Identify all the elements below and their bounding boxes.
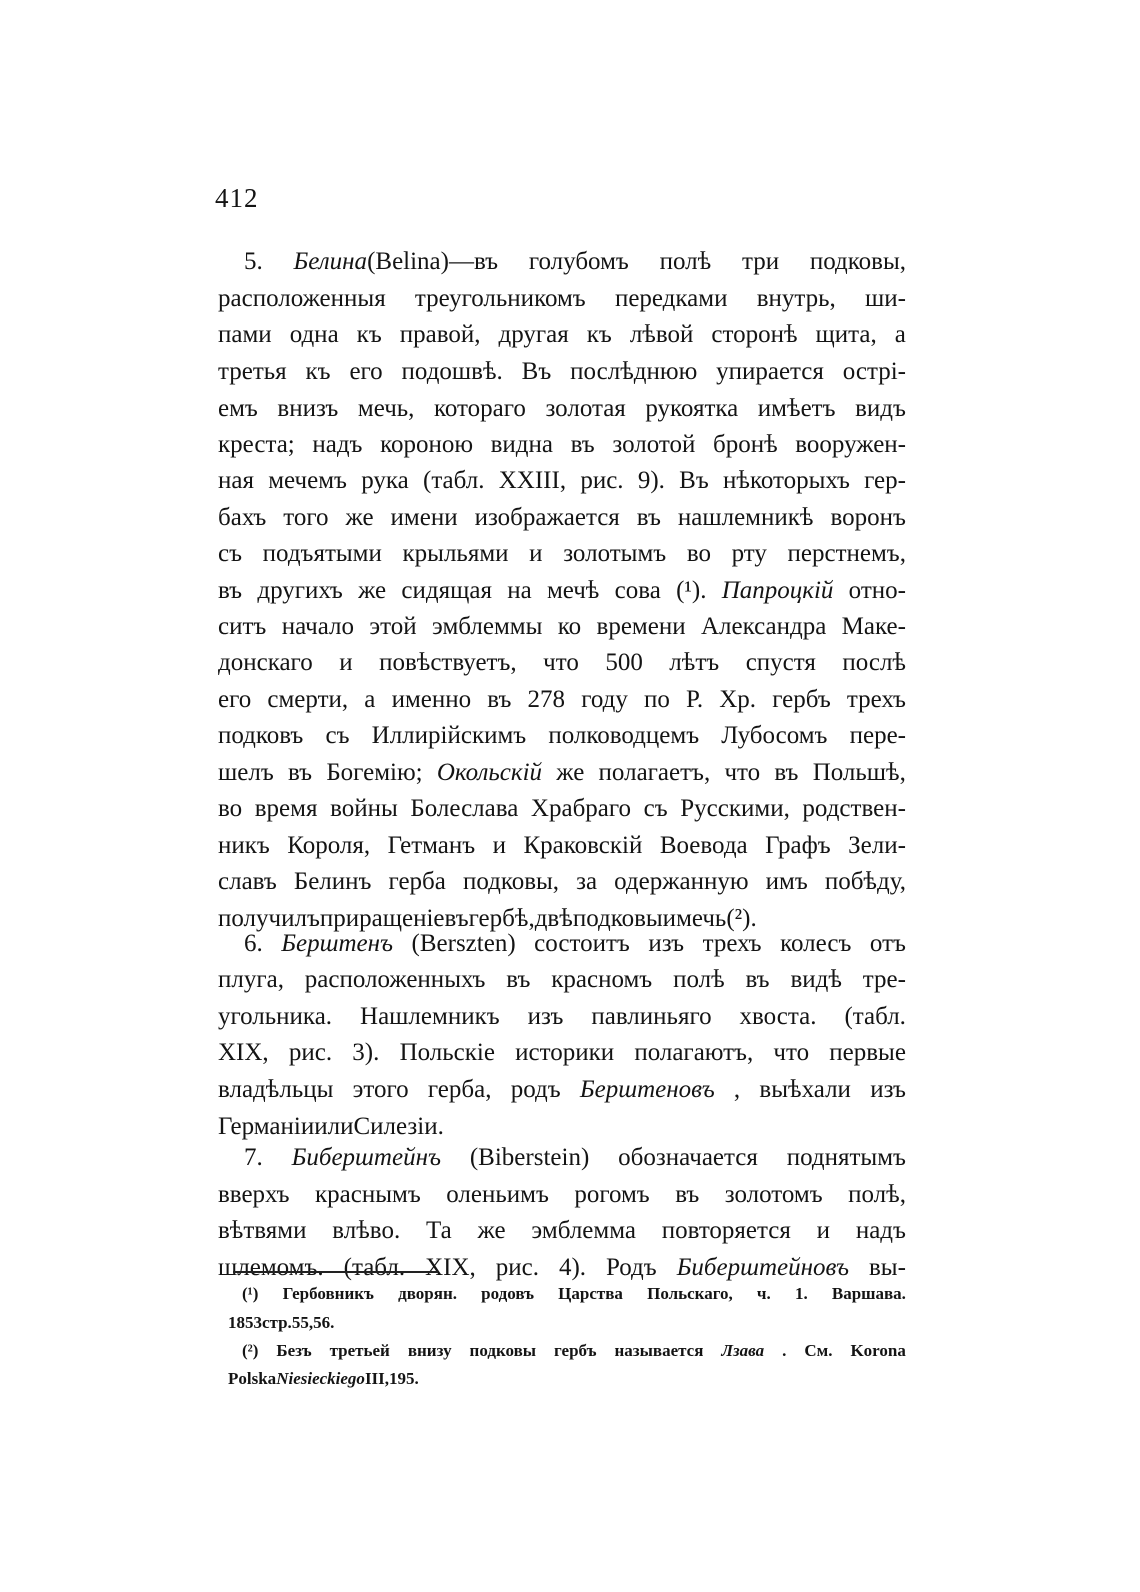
word: ч.: [756, 1284, 771, 1303]
word: повѣствуетъ,: [379, 649, 517, 676]
word: XIX,: [218, 1039, 269, 1066]
word: владѣльцы: [218, 1076, 334, 1103]
word: къ: [586, 321, 612, 348]
body-line: [218, 428, 906, 462]
word: никъ: [218, 832, 270, 859]
word: получилъ: [218, 905, 320, 932]
word: Александра: [700, 613, 827, 640]
word: приращеніе: [319, 905, 445, 932]
word: Польшѣ,: [812, 759, 906, 786]
word: Въ: [521, 358, 552, 385]
word: упирается: [716, 358, 824, 385]
word: павлиньяго: [591, 1003, 712, 1030]
word: подковы: [469, 1341, 537, 1360]
word: его: [349, 358, 383, 385]
word: изъ: [648, 930, 685, 957]
word: повторяется: [661, 1217, 791, 1244]
word: полѣ,: [848, 1181, 906, 1208]
word: одна: [289, 321, 339, 348]
word: ,: [733, 1076, 741, 1103]
word: называется: [614, 1341, 704, 1360]
word: пере-: [849, 722, 906, 749]
word: его: [218, 686, 252, 713]
word: имѣетъ: [757, 395, 836, 422]
word: вы-: [869, 1254, 906, 1281]
word: во: [218, 795, 243, 822]
word: дворян.: [398, 1284, 457, 1303]
word: Иллирійскимъ: [371, 722, 527, 749]
word: 4).: [558, 1254, 587, 1281]
word: побѣду,: [824, 868, 906, 895]
italic-word: Биберштейнъ: [291, 1144, 441, 1171]
body-line: [218, 537, 906, 571]
word: Царства: [558, 1284, 623, 1303]
word: въ: [675, 1181, 700, 1208]
word: въ: [506, 966, 531, 993]
word: этого: [352, 1076, 409, 1103]
word: воронъ: [830, 504, 906, 531]
word: передками: [614, 285, 728, 312]
word: изъ: [870, 1076, 906, 1103]
word: и: [529, 540, 543, 567]
word: Korona: [850, 1341, 906, 1360]
word: въ: [218, 577, 243, 604]
word: сторонѣ: [711, 321, 798, 348]
word: (табл.: [844, 1003, 906, 1030]
word: вооружен-: [795, 431, 906, 458]
word: золотая: [545, 395, 626, 422]
word: нашлемникѣ: [677, 504, 814, 531]
word: же: [556, 759, 585, 786]
word: въ: [774, 759, 799, 786]
word: видѣ: [790, 966, 842, 993]
word: что: [724, 759, 761, 786]
word: ко: [557, 613, 582, 640]
word: (¹): [242, 1284, 259, 1303]
word: видна: [490, 431, 554, 458]
body-line: [218, 683, 906, 717]
word: мечемъ: [268, 467, 347, 494]
word: рис.: [580, 467, 624, 494]
word: Графъ: [765, 832, 831, 859]
body-line: [218, 1000, 906, 1034]
word: отно-: [848, 577, 906, 604]
word: въ: [287, 759, 313, 786]
word: Болеслава: [410, 795, 519, 822]
word: же: [345, 504, 374, 531]
italic-word: Окольскій: [436, 759, 543, 786]
footnote-line: [228, 1366, 906, 1392]
word: стр.: [262, 1313, 292, 1332]
word: внутрь,: [756, 285, 836, 312]
word: войны: [330, 795, 398, 822]
word: славъ: [218, 868, 277, 895]
word: сова: [614, 577, 661, 604]
word: Воевода: [659, 832, 748, 859]
word: 1.: [794, 1284, 808, 1303]
word: другая: [498, 321, 569, 348]
word: съ: [218, 540, 243, 567]
body-line: [218, 1178, 906, 1212]
word: (²).: [726, 905, 757, 932]
word: состоитъ: [534, 930, 630, 957]
italic-word: Берштенъ: [281, 930, 394, 957]
word: что: [773, 1039, 810, 1066]
footnote-line: [242, 1281, 906, 1307]
word: по: [644, 686, 670, 713]
word: въ: [745, 966, 770, 993]
word: того: [283, 504, 329, 531]
word: донскаго: [218, 649, 313, 676]
word: гер-: [864, 467, 906, 494]
word: крыльями: [402, 540, 509, 567]
word: Та: [426, 1217, 452, 1244]
word: Polska: [228, 1369, 277, 1388]
word: Краковскій: [523, 832, 643, 859]
word: родъ: [510, 1076, 561, 1103]
word: Германіи: [218, 1113, 315, 1140]
word: полагаетъ,: [598, 759, 711, 786]
word: обозначается: [618, 1144, 758, 1171]
word: а: [894, 321, 906, 348]
word: и: [662, 905, 677, 932]
word: 9).: [637, 467, 665, 494]
word: мечь,: [357, 395, 415, 422]
word: въ: [570, 431, 595, 458]
word: нѣкоторыхъ: [723, 467, 850, 494]
word: оленьимъ: [446, 1181, 549, 1208]
word: имени: [390, 504, 458, 531]
word: а: [364, 686, 376, 713]
word: пами: [218, 321, 272, 348]
word: угольника.: [218, 1003, 333, 1030]
word: (Biberstein): [469, 1144, 590, 1171]
page-number: 412: [215, 183, 259, 213]
word: лѣвой: [629, 321, 694, 348]
italic-word: Папроцкій: [721, 577, 834, 604]
word: родствен-: [802, 795, 906, 822]
word: влѣво.: [332, 1217, 401, 1244]
word: емъ: [218, 395, 258, 422]
word: имъ: [765, 868, 808, 895]
word: шелъ: [218, 759, 274, 786]
word: герба,: [427, 1076, 492, 1103]
word: или: [314, 1113, 354, 1140]
word: въ: [636, 504, 661, 531]
word: щита,: [815, 321, 877, 348]
body-line: [218, 1036, 906, 1070]
word: 3).: [352, 1039, 380, 1066]
word: родовъ: [481, 1284, 534, 1303]
word: острі-: [842, 358, 906, 385]
body-line: [218, 719, 906, 753]
word: (¹).: [676, 577, 707, 604]
word: Въ: [679, 467, 709, 494]
word: герба: [388, 868, 446, 895]
body-line: [218, 501, 906, 535]
body-line: [218, 574, 906, 608]
word: мечѣ: [546, 577, 600, 604]
word: Гербовникъ: [282, 1284, 374, 1303]
word: подковы,: [462, 868, 560, 895]
word: къ: [305, 358, 331, 385]
word: вверхъ: [218, 1181, 290, 1208]
body-line: [218, 610, 906, 644]
body-line: [244, 1141, 906, 1175]
body-line: [218, 1110, 906, 1144]
word: видъ: [855, 395, 906, 422]
italic-word: Биберштейновъ: [676, 1254, 850, 1281]
word: выѣхали: [759, 1076, 851, 1103]
word: 195.: [389, 1369, 419, 1388]
word: краснымъ: [315, 1181, 421, 1208]
body-line: [244, 927, 906, 961]
word: внизъ: [277, 395, 339, 422]
word: красномъ: [551, 966, 653, 993]
word: во: [686, 540, 711, 567]
word: 56.: [313, 1313, 335, 1332]
word: Белинъ: [293, 868, 372, 895]
word: времени: [596, 613, 686, 640]
word: 6.: [244, 930, 263, 957]
word: полагаютъ,: [634, 1039, 754, 1066]
word: рту: [731, 540, 767, 567]
word: 7.: [244, 1144, 263, 1171]
word: послѣ: [842, 649, 906, 676]
word: плуга,: [218, 966, 284, 993]
word: 278: [527, 686, 566, 713]
body-line: [244, 245, 906, 279]
word: золотой: [612, 431, 696, 458]
word: году: [581, 686, 628, 713]
word: расположенныхъ: [304, 966, 486, 993]
word: ситъ: [218, 613, 267, 640]
footnote-line: [242, 1338, 906, 1364]
word: эмблемма: [531, 1217, 636, 1244]
word: спустя: [745, 649, 816, 676]
word: Храбраго: [530, 795, 632, 822]
word: вѣтвями: [218, 1217, 307, 1244]
word: за: [576, 868, 598, 895]
word: полководцемъ: [548, 722, 700, 749]
word: и: [492, 832, 507, 859]
word: (Berszten): [411, 930, 516, 957]
word: 5.: [244, 248, 263, 275]
word: бронѣ: [712, 431, 778, 458]
word: III,: [364, 1369, 390, 1388]
body-line: [218, 792, 906, 826]
word: золотымъ: [563, 540, 667, 567]
word: хвоста.: [739, 1003, 817, 1030]
body-line: [218, 829, 906, 863]
word: 1853: [228, 1313, 262, 1332]
word: подковы: [572, 905, 663, 932]
italic-word: Берштеновъ: [579, 1076, 715, 1103]
word: короною: [380, 431, 474, 458]
word: съ: [643, 795, 668, 822]
word: въ: [444, 905, 469, 932]
word: гербѣ,: [468, 905, 535, 932]
word: третьей: [329, 1341, 390, 1360]
word: (табл.: [423, 467, 485, 494]
word: поднятымъ: [786, 1144, 906, 1171]
word: Нашлемникъ: [360, 1003, 500, 1030]
word: другихъ: [257, 577, 343, 604]
word: 500: [605, 649, 643, 676]
body-line: [218, 392, 906, 426]
word: Безъ: [276, 1341, 312, 1360]
word: .: [782, 1341, 787, 1360]
word: Р.: [686, 686, 704, 713]
word: рукоятка: [645, 395, 739, 422]
word: этой: [369, 613, 417, 640]
word: рис.: [288, 1039, 333, 1066]
word: трехъ: [846, 686, 906, 713]
word: подошвѣ.: [401, 358, 503, 385]
italic-word: Лзава: [721, 1341, 765, 1360]
word: расположенныя: [218, 285, 386, 312]
body-line: [218, 1251, 906, 1285]
word: Короля,: [287, 832, 371, 859]
word: Лубосомъ: [721, 722, 828, 749]
word: 55,: [291, 1313, 314, 1332]
body-line: [218, 756, 906, 790]
word: XXIII,: [498, 467, 567, 494]
word: Гетманъ: [387, 832, 476, 859]
word: Родъ: [606, 1254, 657, 1281]
word: подковы,: [809, 248, 906, 275]
word: внизу: [407, 1341, 452, 1360]
word: Маке-: [841, 613, 906, 640]
body-line: [218, 646, 906, 680]
word: историки: [515, 1039, 615, 1066]
word: смерти,: [267, 686, 349, 713]
word: (табл.: [343, 1254, 406, 1281]
word: Русскими,: [680, 795, 790, 822]
word: подковъ: [218, 722, 304, 749]
word: начало: [281, 613, 355, 640]
word: тре-: [862, 966, 906, 993]
word: первые: [829, 1039, 906, 1066]
word: что: [543, 649, 579, 676]
word: ная: [218, 467, 254, 494]
body-line: [218, 355, 906, 389]
word: См.: [804, 1341, 833, 1360]
body-line: [218, 1073, 906, 1107]
word: гербъ: [554, 1341, 597, 1360]
body-line: [218, 282, 906, 316]
word: трехъ: [702, 930, 762, 957]
word: креста;: [218, 431, 295, 458]
footnote-line: [228, 1310, 906, 1336]
word: Польскаго,: [647, 1284, 733, 1303]
word: лѣтъ: [669, 649, 720, 676]
word: отъ: [869, 930, 906, 957]
body-line: [218, 318, 906, 352]
word: послѣднюю: [570, 358, 698, 385]
word: полѣ: [659, 248, 712, 275]
body-line: [218, 1214, 906, 1248]
word: же: [358, 577, 387, 604]
italic-word: Niesieckiego: [276, 1369, 365, 1388]
word: изъ: [527, 1003, 564, 1030]
word: надъ: [855, 1217, 906, 1244]
word: изображается: [474, 504, 620, 531]
word: правой,: [399, 321, 481, 348]
word: мечь: [676, 905, 727, 932]
body-line: [218, 464, 906, 498]
word: одержанную: [614, 868, 749, 895]
word: рис.: [495, 1254, 539, 1281]
word: подъятыми: [262, 540, 382, 567]
word: треугольникомъ: [414, 285, 586, 312]
word: именно: [391, 686, 472, 713]
word: Зели-: [848, 832, 906, 859]
word: ши-: [864, 285, 906, 312]
body-line: [218, 865, 906, 899]
word: колесъ: [780, 930, 852, 957]
word: надъ: [312, 431, 363, 458]
word: полѣ: [673, 966, 725, 993]
body-line: [218, 963, 906, 997]
word: голубомъ: [528, 248, 629, 275]
word: (Belina)—въ: [367, 248, 499, 275]
word-group: [294, 245, 499, 279]
word: рогомъ: [574, 1181, 650, 1208]
word: съ: [325, 722, 350, 749]
word: котораго: [434, 395, 526, 422]
word: время: [254, 795, 318, 822]
word: двѣ: [534, 905, 573, 932]
word: золотомъ: [724, 1181, 823, 1208]
word: Хр.: [719, 686, 757, 713]
word: въ: [487, 686, 512, 713]
word: Польскіе: [399, 1039, 495, 1066]
word: Варшава.: [831, 1284, 906, 1303]
word: Силезіи.: [353, 1113, 444, 1140]
word: и: [816, 1217, 831, 1244]
word: три: [742, 248, 780, 275]
word: сидящая: [401, 577, 492, 604]
word: эмблеммы: [431, 613, 543, 640]
word: бахъ: [218, 504, 267, 531]
word: перстнемъ,: [787, 540, 906, 567]
italic-word: Белина: [293, 248, 368, 275]
word: рука: [361, 467, 409, 494]
word: третья: [218, 358, 287, 385]
word: и: [339, 649, 353, 676]
footnote-rule: [233, 1271, 438, 1273]
word: на: [507, 577, 532, 604]
word: Богемію;: [326, 759, 423, 786]
word: къ: [356, 321, 382, 348]
word: гербъ: [772, 686, 831, 713]
word: шлемомъ.: [218, 1254, 324, 1281]
word: (²): [242, 1341, 259, 1360]
word: же: [477, 1217, 506, 1244]
word: XIX,: [425, 1254, 476, 1281]
